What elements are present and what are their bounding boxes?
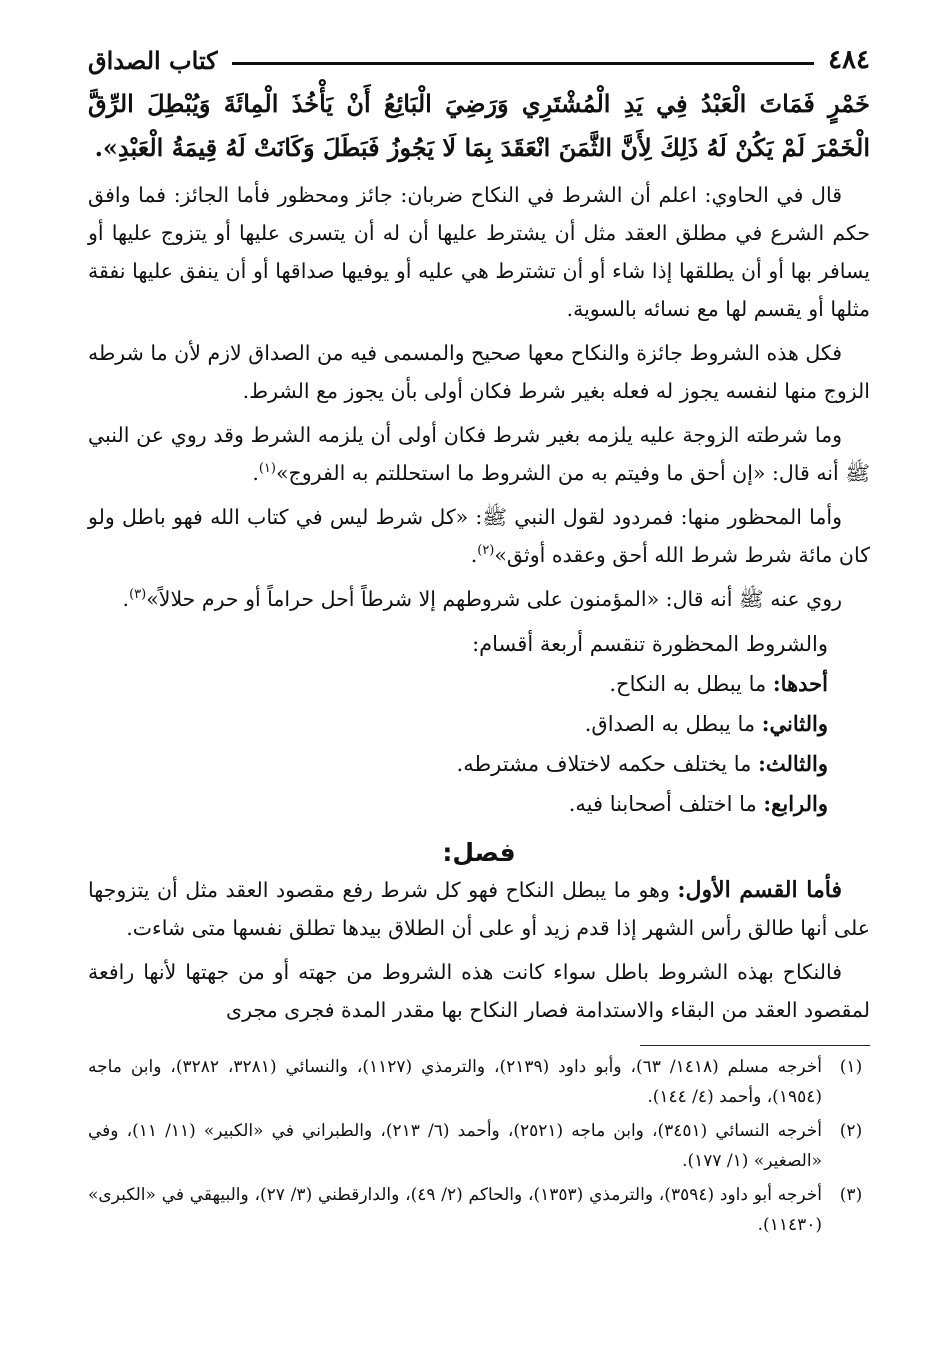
first-division-lead: فأما القسم الأول:	[677, 877, 842, 903]
footnote-text: أخرجه النسائي (٣٤٥١)، وابن ماجه (٢٥٢١)، وأحمد (٦/ ٢١٣)، والطبراني في «الكبير» (١١/ ١١)، وفي «الصغير» (١/ ١٧٧).	[88, 1121, 822, 1171]
paragraph-permitted-conditions: فكل هذه الشروط جائزة والنكاح معها صحيح والمسمى فيه من الصداق لازم لأن ما شرطه الزوج منها لنفسه يجوز له فعله بغير شرط فكان أولى بأن يجوز مع الشرط.	[88, 341, 870, 403]
book-page	[88, 38, 870, 1351]
footnote-number: (٣)	[839, 1185, 863, 1205]
division-item	[88, 744, 870, 784]
paragraph-believers-conditions-text: روي عنه ﷺ أنه قال: «المؤمنون على شروطهم إلا شرطاً أحل حراماً أو حرم حلالاً»	[146, 587, 842, 611]
footnote-ref-3[interactable]: (٣)	[129, 587, 147, 603]
footnote-ref-2[interactable]: (٢)	[477, 543, 495, 559]
footnote-1	[88, 1052, 870, 1112]
header-rule	[232, 62, 814, 65]
page-number: ٤٨٤	[828, 45, 870, 75]
running-header	[88, 38, 870, 82]
division-key: والثالث:	[758, 751, 828, 776]
book-title: كتاب الصداق	[88, 45, 218, 75]
paragraph-forbidden-conditions-text: وأما المحظور منها: فمردود لقول النبي ﷺ: «كل شرط ليس في كتاب الله فهو باطل ولو كان مائة شرط شرط الله أحق وعقده أوثق»	[88, 505, 870, 567]
footnote-text: أخرجه أبو داود (٣٥٩٤)، والترمذي (١٣٥٣)، والحاكم (٢/ ٤٩)، والدارقطني (٣/ ٢٧)، والبيهقي في «الكبرى» (١١٤٣٠).	[88, 1185, 822, 1235]
division-text: ما يبطل به النكاح.	[609, 672, 767, 696]
division-text: ما يبطل به الصداق.	[584, 712, 756, 736]
footnote-2	[88, 1116, 870, 1176]
paragraph-believers-conditions: روي عنه ﷺ أنه قال: «المؤمنون على شروطهم إلا شرطاً أحل حراماً أو حرم حلالاً»$^{(٣)}$.	[122, 587, 842, 611]
division-key: أحدها:	[772, 671, 828, 696]
paragraph-wife-conditions: وما شرطته الزوجة عليه يلزمه بغير شرط فكان أولى أن يلزمه الشرط وقد روي عن النبي ﷺ أنه قال: «إن أحق ما وفيتم به من الشروط ما استحللتم به الفروج»$^{(١)}$.	[88, 423, 870, 485]
paragraph-forbidden-conditions: وأما المحظور منها: فمردود لقول النبي ﷺ: «كل شرط ليس في كتاب الله فهو باطل ولو كان مائة شرط شرط الله أحق وعقده أوثق»$^{(٢)}$.	[88, 505, 870, 567]
divisions-intro: والشروط المحظورة تنقسم أربعة أقسام:	[472, 632, 828, 656]
division-item	[88, 704, 870, 744]
footnote-number: (٢)	[839, 1121, 863, 1141]
paragraph-wife-conditions-text: وما شرطته الزوجة عليه يلزمه بغير شرط فكان أولى أن يلزمه الشرط وقد روي عن النبي ﷺ أنه قال: «إن أحق ما وفيتم به من الشروط ما استحللتم به الفروج»	[88, 423, 870, 485]
first-division-text: وهو ما يبطل النكاح فهو كل شرط رفع مقصود العقد مثل أن يتزوجها على أنها طالق رأس الشهر إذا قدم زيد أو على أن الطلاق بيدها تطلق نفسها متى شاءت.	[88, 878, 870, 940]
paragraph-hawi: قال في الحاوي: اعلم أن الشرط في النكاح ضربان: جائز ومحظور فأما الجائز: فما وافق حكم الشرع في مطلق العقد مثل أن يشترط عليها أن له أن يتسرى عليها أو يتزوج عليها أو يسافر بها أو أن يطلقها إذا شاء أو أن تشترط هي عليه أو يوفيها صداقها أو أن ينفق عليها نفقة مثلها أو يقسم لها مع نسائه بالسوية.	[88, 183, 870, 321]
division-key: والثاني:	[761, 711, 828, 736]
footnote-rule	[640, 1045, 870, 1046]
matn-text: خَمْرٍ فَمَاتَ الْعَبْدُ فِي يَدِ الْمُشْتَرِي وَرَضِيَ الْبَائِعُ أَنْ يَأْخُذَ الْمِائَةَ وَيُبْطِلَ الرِّقَّ الْخَمْرَ لَمْ يَكُنْ لَهُ ذَلِكَ لِأَنَّ الثَّمَنَ انْعَقَدَ بِمَا لَا يَجُوزُ فَبَطَلَ وَكَانَتْ لَهُ قِيمَةُ الْعَبْدِ».	[88, 89, 870, 162]
footnote-3	[88, 1180, 870, 1240]
paragraph-first-division	[88, 871, 870, 947]
division-item	[88, 664, 870, 704]
footnotes	[88, 1052, 870, 1240]
division-item	[88, 784, 870, 824]
footnote-ref-1[interactable]: (١)	[258, 461, 276, 477]
paragraph-invalid-marriage: فالنكاح بهذه الشروط باطل سواء كانت هذه الشروط من جهته أو من جهتها لأنها رافعة لمقصود العقد من البقاء والاستدامة فصار النكاح بها مقدر المدة فجرى مجرى	[88, 960, 870, 1022]
footnote-number: (١)	[839, 1057, 863, 1077]
footnote-text: أخرجه مسلم (١٤١٨/ ٦٣)، وأبو داود (٢١٣٩)، والترمذي (١١٢٧)، والنسائي (٣٢٨١، ٣٢٨٢)، وابن ماجه (١٩٥٤)، وأحمد (٤/ ١٤٤).	[88, 1057, 823, 1107]
division-text: ما اختلف أصحابنا فيه.	[568, 792, 757, 816]
division-key: والرابع:	[763, 791, 828, 816]
division-text: ما يختلف حكمه لاختلاف مشترطه.	[456, 752, 752, 776]
divisions-list	[88, 664, 870, 824]
section-heading: فصل:	[442, 838, 516, 867]
